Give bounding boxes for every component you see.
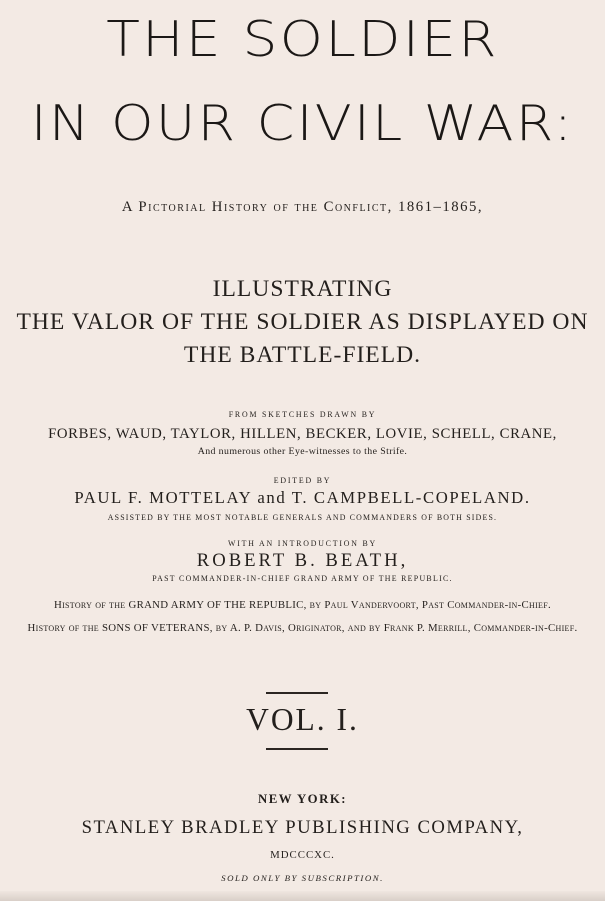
edited-by-label: EDITED BY: [273, 476, 332, 485]
illustrating-line-3: THE BATTLE-FIELD.: [183, 342, 422, 368]
title-line-1: THE SOLDIER: [106, 10, 499, 68]
imprint-publisher: STANLEY BRADLEY PUBLISHING COMPANY,: [81, 817, 524, 838]
editors-names: PAUL F. MOTTELAY and T. CAMPBELL-COPELAND.: [74, 488, 531, 507]
title-line-2: IN OUR CIVIL WAR:: [30, 94, 575, 152]
sketches-from-label: FROM SKETCHES DRAWN BY: [228, 410, 377, 419]
sold-by-subscription: SOLD ONLY BY SUBSCRIPTION.: [221, 873, 384, 883]
history-sons-of-veterans: History of the SONS OF VETERANS, by A. P. Davis, Originator, and by Frank P. Merrill, Commander-in-Chief.: [27, 622, 578, 634]
introduction-author-role: PAST COMMANDER-IN-CHIEF GRAND ARMY OF THE REPUBLIC.: [152, 574, 453, 583]
assisted-note: ASSISTED BY THE MOST NOTABLE GENERALS AND COMMANDERS OF BOTH SIDES.: [107, 513, 498, 522]
illustrating-line-2: THE VALOR OF THE SOLDIER AS DISPLAYED ON: [16, 309, 589, 335]
illustrating-line-1: ILLUSTRATING: [212, 276, 393, 302]
introduction-label: WITH AN INTRODUCTION BY: [227, 539, 378, 548]
history-grand-army: History of the GRAND ARMY OF THE REPUBLIC, by Paul Vandervoort, Past Commander-in-Chief.: [54, 599, 551, 611]
volume-rule-bottom: [266, 748, 328, 750]
subtitle: A Pictorial History of the Conflict, 1861–1865,: [121, 199, 484, 215]
artists-list: FORBES, WAUD, TAYLOR, HILLEN, BECKER, LOVIE, SCHELL, CRANE,: [48, 426, 557, 442]
imprint-year: MDCCCXC.: [270, 849, 335, 861]
page-bottom-edge: [0, 891, 605, 901]
volume-rule-top: [266, 692, 328, 694]
volume-number: VOL. I.: [246, 702, 359, 737]
imprint-city: NEW YORK:: [257, 792, 348, 806]
introduction-author: ROBERT B. BEATH,: [196, 550, 409, 571]
witnesses-note: And numerous other Eye-witnesses to the Strife.: [197, 446, 408, 457]
